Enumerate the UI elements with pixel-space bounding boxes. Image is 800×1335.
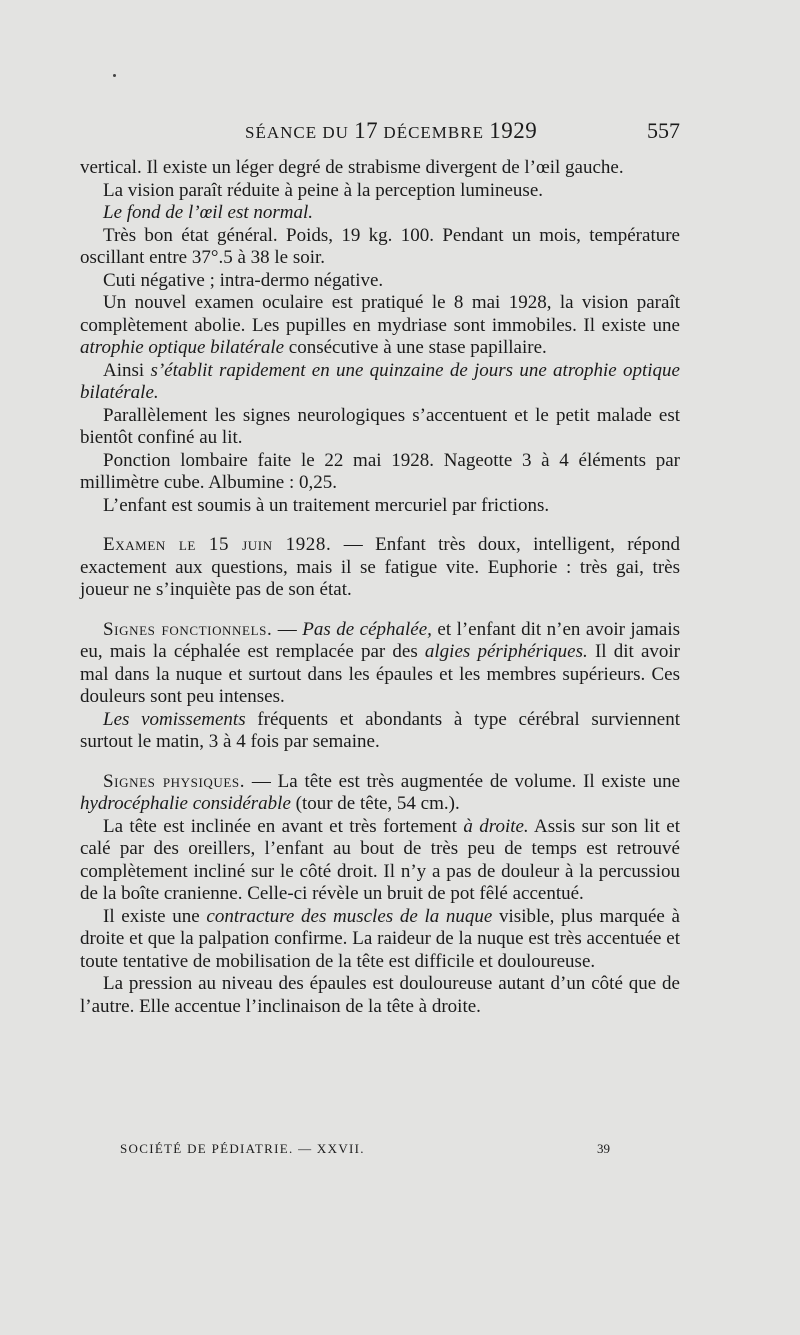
section-heading: Signes fonctionnels. xyxy=(103,618,273,640)
paragraph: Ponction lombaire faite le 22 mai 1928. Nageotte 3 à 4 éléments par millimètre cube. Albumine : 0,25. xyxy=(80,449,680,493)
paragraph: Parallèlement les signes neurologiques s’accentuent et le petit malade est bientôt confiné au lit. xyxy=(80,404,680,448)
paragraph: Ainsi s’établit rapidement en une quinzaine de jours une atrophie optique bilatérale. xyxy=(80,359,680,403)
body-text xyxy=(80,157,680,1018)
gathering-number: 39 xyxy=(597,1141,610,1156)
paragraph: La pression au niveau des épaules est douloureuse autant d’un côté que de l’autre. Elle accentue l’inclinaison de la tête à droite. xyxy=(80,973,680,1017)
page-number: 557 xyxy=(647,118,680,143)
print-speck xyxy=(113,74,116,77)
paragraph-signes-fonctionnels: Signes fonctionnels. — Pas de céphalée, et l’enfant dit n’en avoir jamais eu, mais la céphalée est remplacée par des algies périphériques. Il dit avoir mal dans la nuque et surtout dans les épaules et les membres supérieurs. Ces douleurs sont peu intenses. xyxy=(80,618,681,707)
paragraph: Les vomissements fréquents et abondants à type cérébral surviennent surtout le matin, 3 à 4 fois par semaine. xyxy=(80,708,680,752)
paragraph-examen: Examen le 15 juin 1928. — Enfant très doux, intelligent, répond exactement aux questions, mais il se fatigue vite. Euphorie : très gai, très joueur ne s’inquiète pas de son état. xyxy=(80,534,680,600)
paragraph: L’enfant est soumis à un traitement mercuriel par frictions. xyxy=(103,494,550,516)
header-title: SÉANCE DU 17 DÉCEMBRE 1929 xyxy=(245,118,538,143)
journal-signature: SOCIÉTÉ DE PÉDIATRIE. — XXVII. xyxy=(120,1141,365,1156)
paragraph: Il existe une contracture des muscles de la nuque visible, plus marquée à droite et que la palpation confirme. La raideur de la nuque est très accentuée et toute tentative de mobilisation de la tête est difficile et douloureuse. xyxy=(80,905,680,972)
page-footer xyxy=(120,1141,610,1161)
paragraph: vertical. Il existe un léger degré de strabisme divergent de l’œil gauche. xyxy=(80,157,624,178)
paragraph: Cuti négative ; intra-dermo négative. xyxy=(103,269,384,291)
paragraph: La vision paraît réduite à peine à la perception lumineuse. xyxy=(103,179,543,201)
paragraph: La tête est inclinée en avant et très fortement à droite. Assis sur son lit et calé par des oreillers, l’enfant au bout de très peu de temps est retrouvé complètement incliné sur le côté droit. Il n’y a pas de douleur à la percussiou de la boîte cranienne. Celle-ci révèle un bruit de pot fêlé accentué. xyxy=(80,815,680,904)
paragraph: Très bon état général. Poids, 19 kg. 100. Pendant un mois, température oscillant entre 37°.5 à 38 le soir. xyxy=(80,224,680,268)
running-header xyxy=(80,118,680,146)
paragraph: Un nouvel examen oculaire est pratiqué le 8 mai 1928, la vision paraît complètement abolie. Les pupilles en mydriase sont immobiles. Il existe une atrophie optique bilatérale consécutive à une stase papillaire. xyxy=(80,292,680,358)
section-heading: Examen le 15 juin 1928. xyxy=(103,534,332,555)
paragraph: Le fond de l’œil est normal. xyxy=(103,202,314,223)
section-heading: Signes physiques. xyxy=(103,770,246,792)
paragraph-signes-physiques: Signes physiques. — La tête est très augmentée de volume. Il existe une hydrocéphalie considérable (tour de tête, 54 cm.). xyxy=(80,770,680,814)
